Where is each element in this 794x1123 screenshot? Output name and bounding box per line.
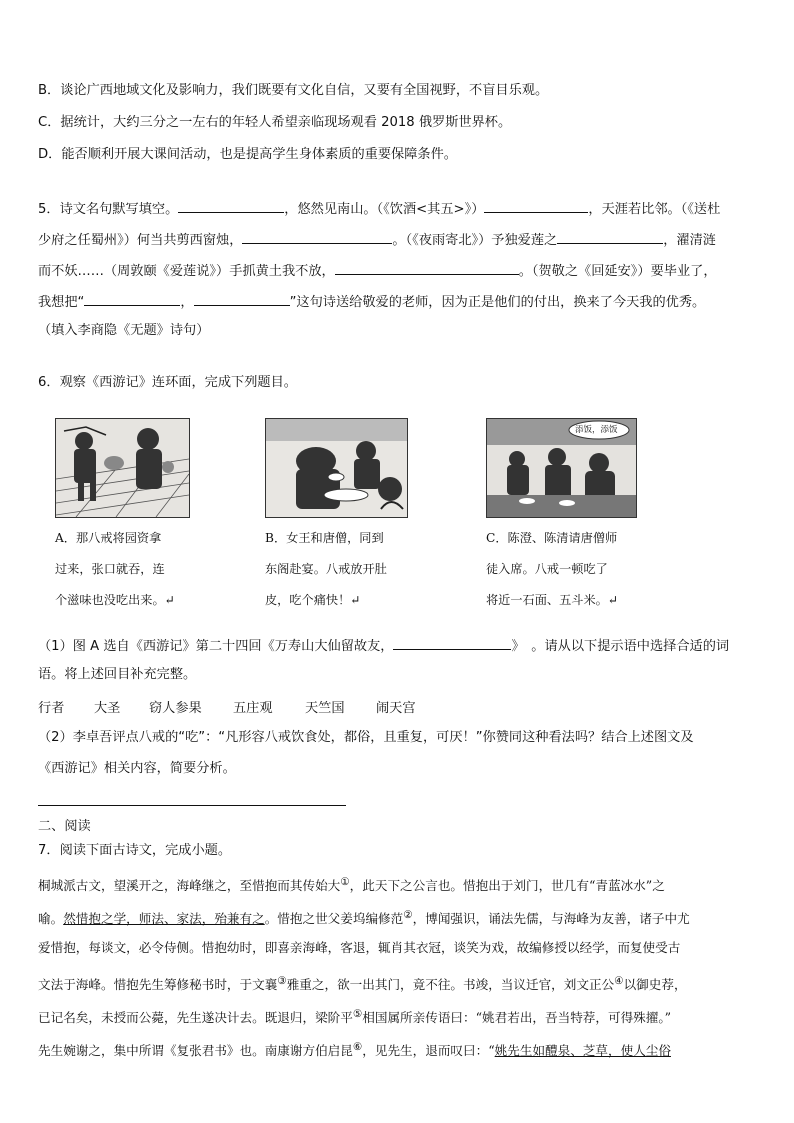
passage-text: 喻。 <box>38 911 64 927</box>
answer-line[interactable] <box>38 805 346 806</box>
passage-text: 已记名矣，未授而公薨，先生遂决计去。既退归，梁阶平 <box>38 1010 353 1026</box>
underlined-sentence: 姚先生如醴泉、芝草，使人尘俗 <box>494 1043 671 1059</box>
q5-line-3 <box>38 260 717 281</box>
q6-sub1-text: 》 。请从以下提示语中选择合适的词 <box>511 639 730 654</box>
passage-line-6 <box>38 1038 671 1060</box>
passage-text: 先生婉谢之，集中所谓《复张君书》也。南康谢方伯启昆 <box>38 1043 353 1059</box>
caption-b-line-2: 东阁赴宴。八戒放开肚 <box>265 562 387 576</box>
footnote-marker: ④ <box>614 975 624 987</box>
passage-line-4 <box>38 972 687 994</box>
q6-sub1-text: （1）图 A 选自《西游记》第二十四回《万寿山大仙留故友， <box>38 639 394 654</box>
q6-title: 6．观察《西游记》连环面，完成下列题目。 <box>38 375 297 390</box>
answer-blank[interactable] <box>557 229 663 244</box>
comic-panel-c <box>486 418 637 518</box>
option-c: C．据统计，大约三分之一左右的年轻人希望亲临现场观看 2018 俄罗斯世界杯。 <box>38 115 512 130</box>
caption-c-line-1: C．陈澄、陈清请唐僧师 <box>486 531 618 545</box>
option-b: B．谈论广西地域文化及影响力，我们既要有文化自信，又要有全国视野，不盲目乐观。 <box>38 83 549 98</box>
caption-c-line-2: 徒入席。八戒一顿吃了 <box>486 562 608 576</box>
caption-b-line-1: B．女王和唐僧，同到 <box>265 531 384 545</box>
q6-sub2-line-1: （2）李卓吾评点八戒的“吃”：“凡形容八戒饮食处，都俗，且重复，可厌！”你赞同这种看法吗？结合上述图文及 <box>38 730 694 745</box>
passage-text: 。惜抱之世父姜坞编修范 <box>264 911 404 927</box>
passage-text: ，此天下之公言也。惜抱出于刘门，世几有“青蓝冰水”之 <box>349 878 665 894</box>
q6-sub2-line-2: 《西游记》相关内容，简要分析。 <box>38 761 236 776</box>
caption-a-line-2: 过来，张口就吞，连 <box>55 562 165 576</box>
q5-text: 少府之任蜀州》）何当共剪西窗烛， <box>38 233 243 248</box>
passage-text: 文法于海峰。惜抱先生筹修秘书时，于文襄 <box>38 977 278 993</box>
answer-blank[interactable] <box>84 291 180 306</box>
passage-line-2 <box>38 906 690 928</box>
passage-text: ，见先生，退而叹曰：“ <box>362 1043 495 1059</box>
keyword-option: 行者 <box>38 701 65 716</box>
passage-text: 以御史荐， <box>623 977 687 993</box>
caption-b-line-3: 皮，吃个痛快！↵ <box>265 593 361 607</box>
q6-sub1-line-2: 语。将上述回目补充完整。 <box>38 667 197 682</box>
underlined-sentence: 然惜抱之学，师法、家法，殆兼有之 <box>63 911 265 927</box>
keyword-option: 天竺国 <box>305 701 345 716</box>
answer-blank[interactable] <box>484 198 588 213</box>
q5-text: ， <box>180 295 194 310</box>
comic-panel-b <box>265 418 408 518</box>
option-d: D．能否顺利开展大课间活动，也是提高学生身体素质的重要保障条件。 <box>38 147 457 162</box>
q5-line-4 <box>38 291 705 312</box>
q5-text: 而不妖……（周敦颐《爱莲说》）手抓黄土我不放， <box>38 264 335 279</box>
answer-blank[interactable] <box>393 635 511 650</box>
keyword-option: 大圣 <box>94 701 121 716</box>
footnote-marker: ② <box>403 909 413 921</box>
q6-sub1-line-1 <box>38 635 729 656</box>
passage-text: 桐城派古文，望溪开之，海峰继之，至惜抱而其传始大 <box>38 878 341 894</box>
q5-text: ”这句诗送给敬爱的老师，因为正是他们的付出，换来了今天我的优秀。 <box>289 295 706 310</box>
q5-title: 5．诗文名句默写填空。 <box>38 202 179 217</box>
comic-illustration-b <box>266 419 407 517</box>
q5-line-1 <box>38 198 720 219</box>
passage-text: 相国属所亲传语曰：“姚君若出，吾当特荐，可得殊擢。” <box>362 1010 672 1026</box>
passage-line-5 <box>38 1005 671 1027</box>
caption-a-line-3: 个滋味也没吃出来。↵ <box>55 593 175 607</box>
q5-text: ，天涯若比邻。（《送杜 <box>588 202 721 217</box>
passage-line-1 <box>38 873 665 895</box>
answer-blank[interactable] <box>335 260 519 275</box>
q5-text: ，濯清涟 <box>663 233 716 248</box>
footnote-marker: ⑥ <box>352 1041 363 1053</box>
q5-line-5: （填入李商隐《无题》诗句） <box>38 323 210 338</box>
section-heading: 二、阅读 <box>38 819 91 834</box>
answer-blank[interactable] <box>194 291 290 306</box>
caption-c-line-3: 将近一石面、五斗米。↵ <box>486 593 619 607</box>
footnote-marker: ③ <box>277 975 287 987</box>
passage-line-3: 爱惜抱，每谈文，必令侍侧。惜抱幼时，即喜亲海峰，客退，辄肖其衣冠，谈笑为戏，故编修授以经学，而复使受古 <box>38 940 681 955</box>
q5-text: ，悠然见南山。（《饮酒<其五>》） <box>284 202 485 217</box>
comic-illustration-a <box>56 419 189 517</box>
q5-text: 。（《夜雨寄北》）予独爱莲之 <box>392 233 558 248</box>
q5-line-2 <box>38 229 716 250</box>
speech-bubble-text: 添饭，添饭 <box>575 425 618 435</box>
keyword-option: 窃人参果 <box>149 701 202 716</box>
answer-blank[interactable] <box>242 229 392 244</box>
keyword-option: 闹天宫 <box>376 701 416 716</box>
footnote-marker: ① <box>340 876 350 888</box>
caption-a-line-1: A．那八戒将园资拿 <box>55 531 162 545</box>
q7-title: 7．阅读下面古诗文，完成小题。 <box>38 843 232 858</box>
passage-text: ，博闻强识，诵法先儒，与海峰为友善，诸子中尤 <box>412 911 690 927</box>
passage-text: 雅重之，欲一出其门，竟不往。书竣，当议迁官，刘文正公 <box>286 977 615 993</box>
comic-panel-a <box>55 418 190 518</box>
answer-blank[interactable] <box>178 198 284 213</box>
q5-text: 。（贺敬之《回延安》）要毕业了， <box>518 264 717 279</box>
keyword-option: 五庄观 <box>233 701 273 716</box>
footnote-marker: ⑤ <box>352 1008 363 1020</box>
q5-text: 我想把“ <box>38 295 85 310</box>
